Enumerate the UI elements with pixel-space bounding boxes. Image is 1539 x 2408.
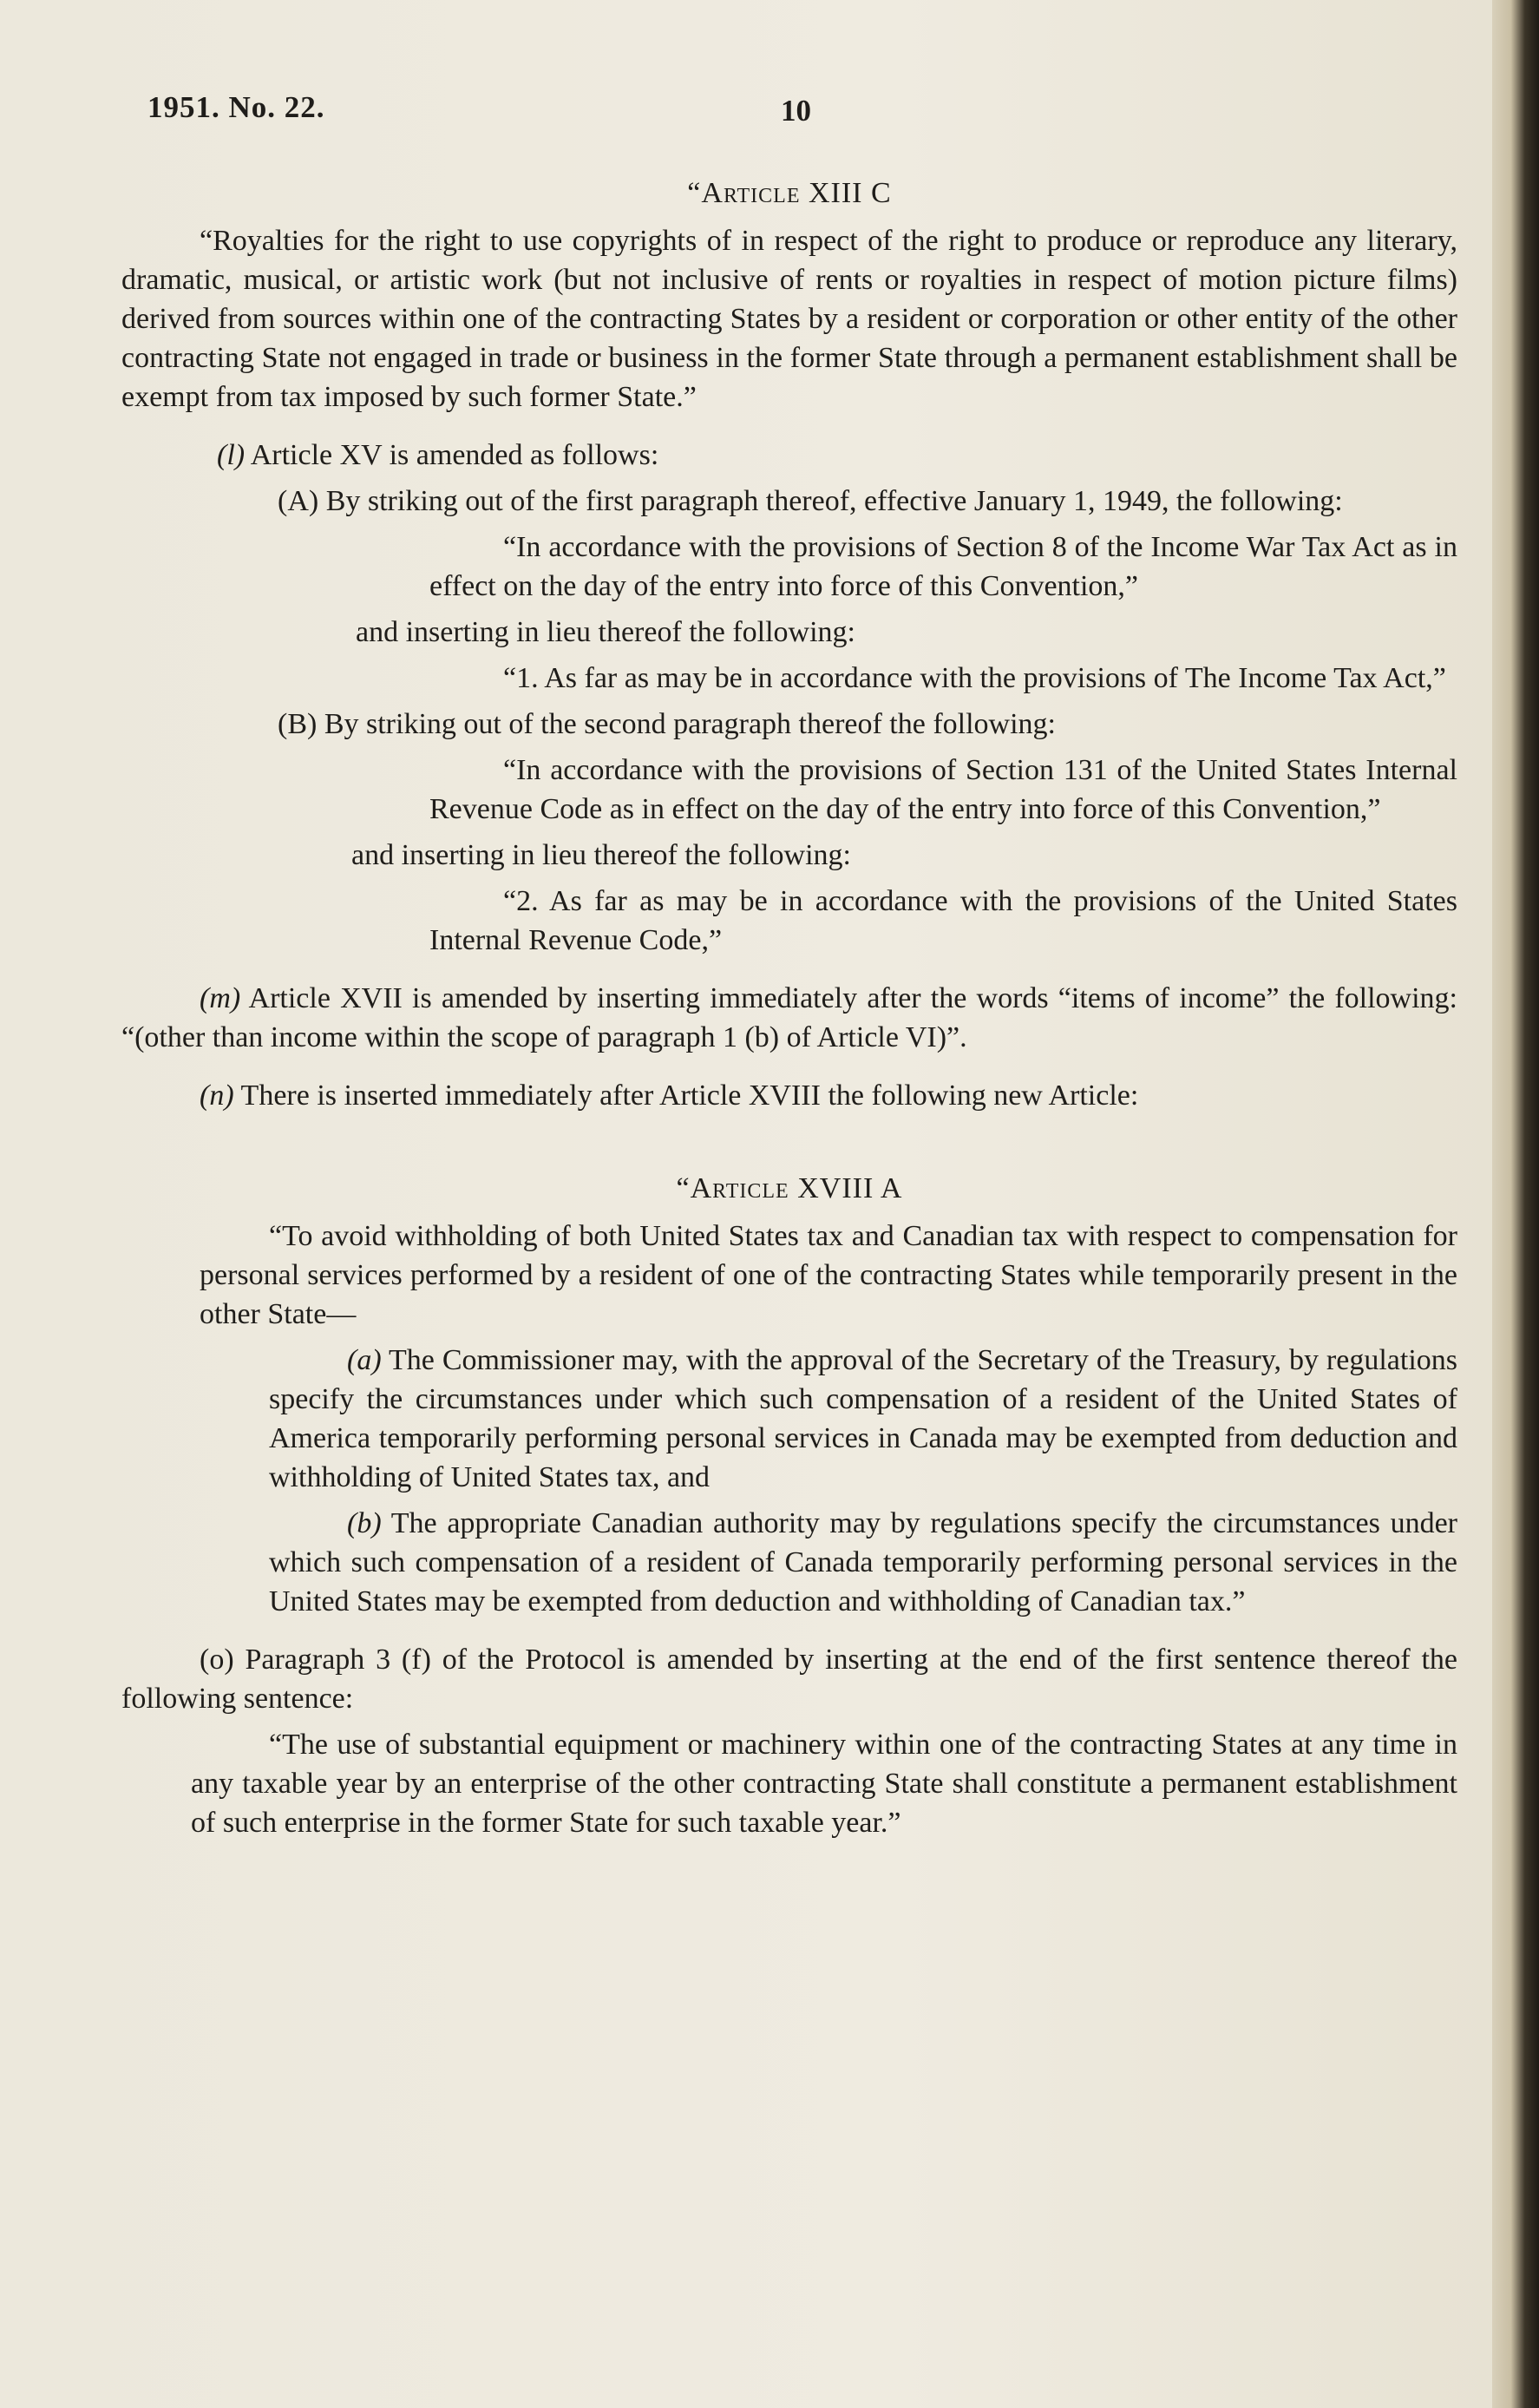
clause-a-insert: “1. As far as may be in accordance with the provisions of The Income Tax Act,” (503, 662, 1446, 694)
clause-l-text: Article XV is amended as follows: (250, 439, 659, 471)
clause-n-label: (n) (200, 1079, 234, 1112)
sub-clause-a (121, 1341, 1457, 1497)
clause-b-label: (B) (278, 708, 318, 740)
sub-clause-b-text: The appropriate Canadian authority may by regulations specify the circumstances under which such compensation of a resident of Canada temporarily performing personal services in the United States may be exempted from deduction and withholding of Canadian tax.” (269, 1507, 1458, 1617)
clause-a-quote: “In accordance with the provisions of Section 8 of the Income War Tax Act as in effect on the day of the entry into force of this Convention,” (429, 531, 1457, 602)
clause-b-quote: “In accordance with the provisions of Section 131 of the United States Internal Revenue Code as in effect on the day of the entry into force of this Convention,” (429, 754, 1457, 825)
clause-l (121, 436, 1457, 475)
clause-b-and: and inserting in lieu thereof the following: (351, 839, 851, 871)
article-xviii-a-intro: “To avoid withholding of both United States tax and Canadian tax with respect to compensation for personal services performed by a resident of one of the contracting States while temporarily present in the other State— (200, 1220, 1457, 1330)
page-header (147, 90, 1449, 142)
page-body (121, 174, 1457, 1849)
book-spine (1492, 0, 1539, 2408)
clause-b-text: By striking out of the second paragraph thereof the following: (324, 708, 1057, 740)
clause-o-label: (o) (200, 1644, 234, 1676)
page-number: 10 (781, 94, 811, 128)
clause-n-text: There is inserted immediately after Article XVIII the following new Article: (240, 1079, 1139, 1112)
sub-clause-a-text: The Commissioner may, with the approval of the Secretary of the Treasury, by regulations specify the circumstances under which such compensation of a resident of the United States of America temporarily performing personal services in Canada may be exempted from deduction and withholding of United States tax, and (269, 1344, 1457, 1493)
clause-n (121, 1076, 1457, 1115)
sub-clause-a-label: (a) (347, 1344, 382, 1376)
year-number: 1951. No. 22. (147, 90, 325, 124)
clause-b-insert: “2. As far as may be in accordance with the provisions of the United States Internal Revenue Code,” (429, 885, 1457, 956)
clause-b (121, 705, 1457, 744)
article-xviii-a-heading: “Article XVIII A (676, 1172, 903, 1204)
article-xiii-c-text: “Royalties for the right to use copyrights of in respect of the right to produce or reproduce any literary, dramatic, musical, or artistic work (but not inclusive of rents or royalties in respect of motion picture films) derived from sources within one of the contracting States by a resident or corporation or other entity of the other contracting State not engaged in trade or business in the former State through a permanent establishment shall be exempt from tax imposed by such former State.” (121, 225, 1457, 413)
clause-a-text: By striking out of the first paragraph thereof, effective January 1, 1949, the following: (325, 485, 1343, 517)
clause-l-label: (l) (217, 439, 246, 471)
sub-clause-b (121, 1504, 1457, 1621)
clause-a-label: (A) (278, 485, 319, 517)
clause-m (121, 979, 1457, 1057)
clause-m-label: (m) (200, 982, 241, 1014)
clause-a-and: and inserting in lieu thereof the following: (356, 616, 855, 648)
clause-o (121, 1640, 1457, 1718)
sub-clause-b-label: (b) (347, 1507, 382, 1539)
clause-o-quote: “The use of substantial equipment or machinery within one of the contracting States at any time in any taxable year by an enterprise of the other contracting State shall constitute a permanent establishment of such enterprise in the former State for such taxable year.” (191, 1729, 1457, 1839)
clause-m-text: Article XVII is amended by inserting immediately after the words “items of income” the following: “(other than income within the scope of paragraph 1 (b) of Article VI)”. (121, 982, 1458, 1053)
clause-o-text: Paragraph 3 (f) of the Protocol is amended by inserting at the end of the first sentence thereof the following sentence: (121, 1644, 1458, 1715)
clause-a (121, 482, 1457, 521)
article-xiii-c-heading: “Article XIII C (687, 177, 892, 209)
